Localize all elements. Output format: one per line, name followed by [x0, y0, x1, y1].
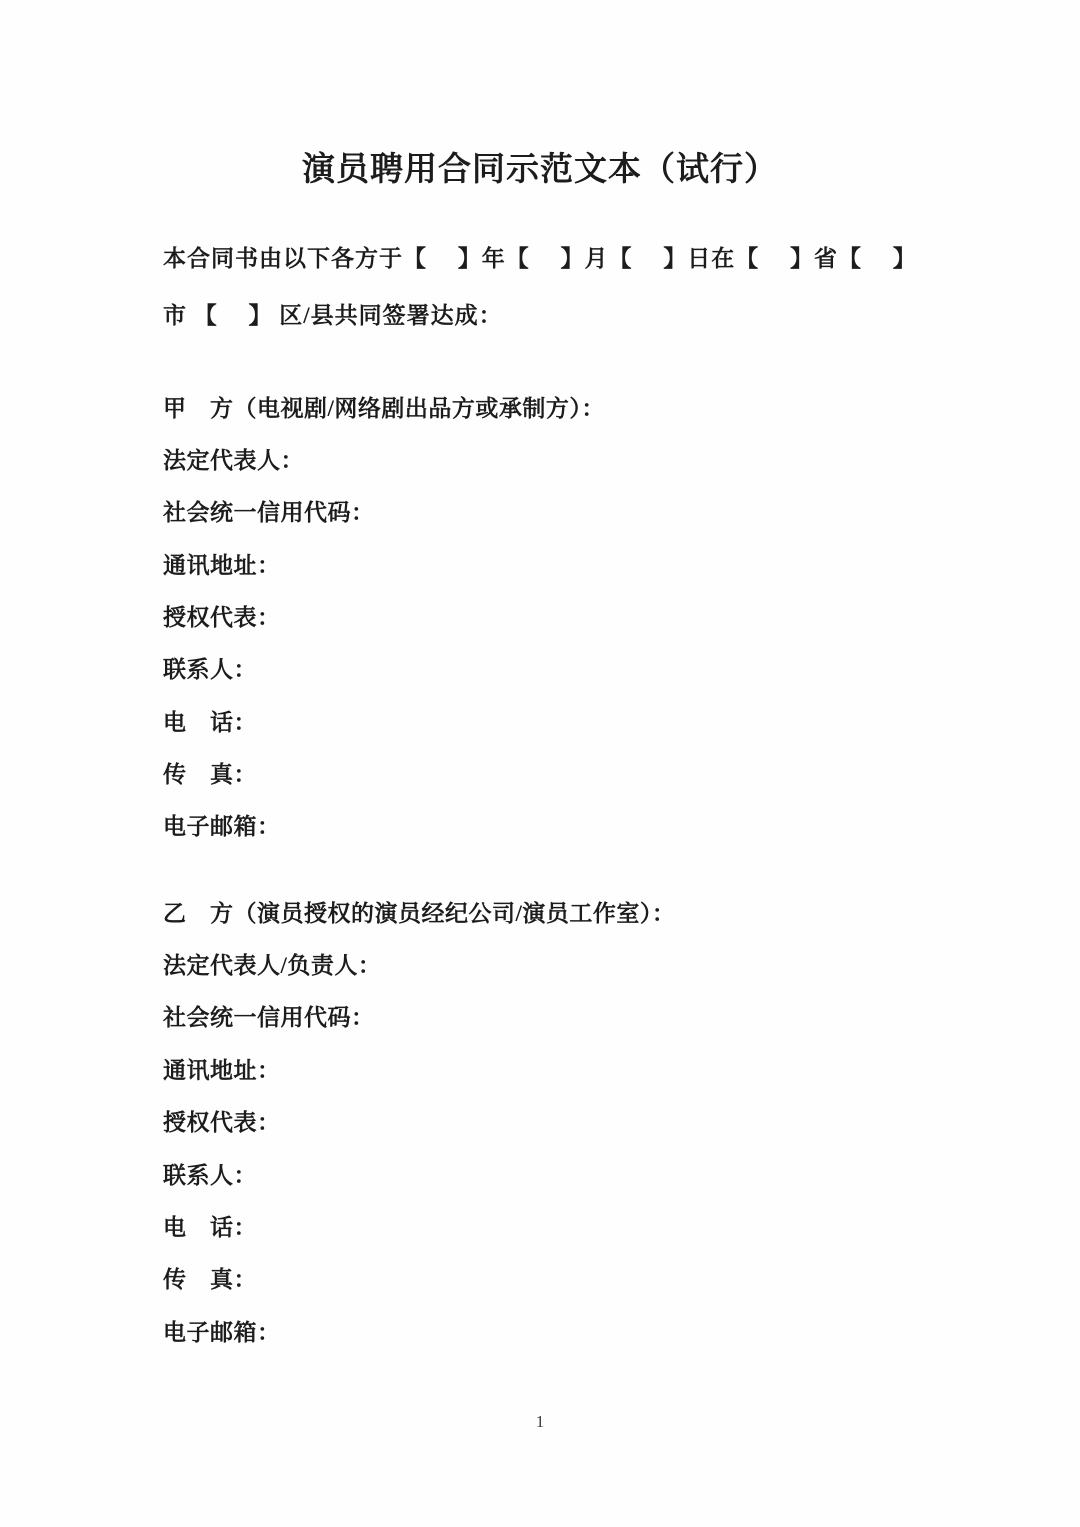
party-b-field-email: 电子邮箱： — [163, 1320, 281, 1345]
party-a-field-credit-code: 社会统一信用代码： — [163, 500, 375, 525]
intro-paragraph-line-1: 本合同书由以下各方于【 】年【 】月【 】日在【 】省【 】 — [163, 246, 917, 271]
party-a-heading: 甲 方（电视剧/网络剧出品方或承制方）： — [163, 396, 605, 421]
party-a-field-contact-person: 联系人： — [163, 657, 257, 682]
party-b-field-credit-code: 社会统一信用代码： — [163, 1005, 375, 1030]
party-b-field-mailing-address: 通讯地址： — [163, 1058, 281, 1083]
party-b-field-contact-person: 联系人： — [163, 1163, 257, 1188]
party-a-field-authorized-representative: 授权代表： — [163, 605, 281, 630]
intro-paragraph-line-2: 市 【 】 区/县共同签署达成： — [163, 303, 503, 328]
page-number: 1 — [535, 1412, 545, 1431]
party-a-field-mailing-address: 通讯地址： — [163, 553, 281, 578]
party-a-field-fax: 传 真： — [163, 762, 257, 787]
party-b-heading: 乙 方（演员授权的演员经纪公司/演员工作室）： — [163, 901, 676, 926]
party-a-field-legal-representative: 法定代表人： — [163, 448, 304, 473]
document-title: 演员聘用合同示范文本（试行） — [302, 152, 778, 188]
party-b-field-authorized-representative: 授权代表： — [163, 1110, 281, 1135]
party-b-field-legal-representative: 法定代表人/负责人： — [163, 953, 382, 978]
party-a-field-email: 电子邮箱： — [163, 814, 281, 839]
party-b-field-fax: 传 真： — [163, 1267, 257, 1292]
party-b-field-telephone: 电 话： — [163, 1215, 257, 1240]
party-a-field-telephone: 电 话： — [163, 710, 257, 735]
